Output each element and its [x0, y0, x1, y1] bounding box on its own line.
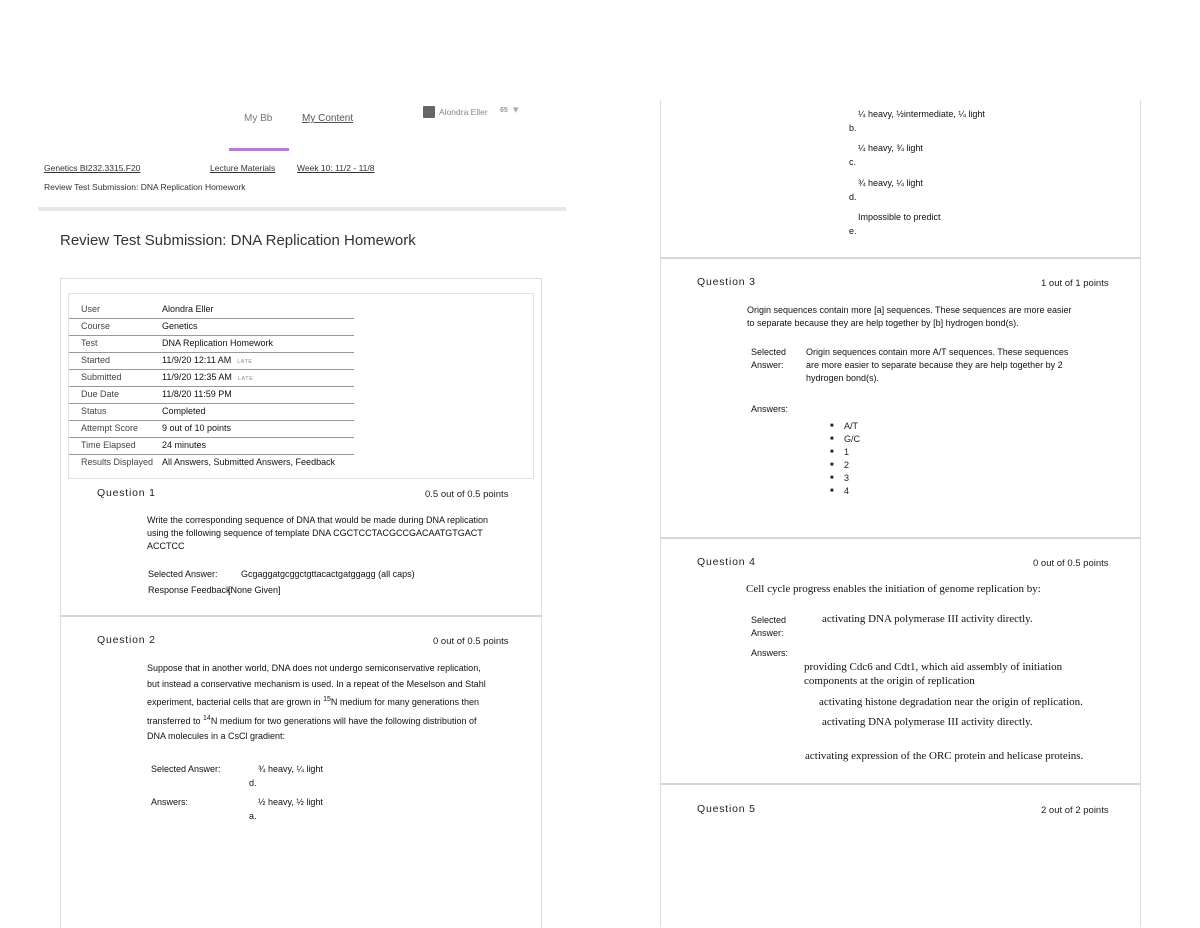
right-page: [600, 0, 1200, 927]
question-text-line: but instead a conservative mechanism is used. In a repeat of the Meselson and Stahl: [147, 678, 486, 689]
info-value: DNA Replication Homework: [162, 338, 274, 348]
question-5-title: Question 5: [697, 803, 756, 815]
info-label: User: [81, 304, 101, 314]
page-right-border: [1140, 100, 1141, 927]
answer-option: ¾ heavy, ¼ light: [858, 178, 923, 188]
list-item: ■ 4: [830, 485, 860, 498]
question-text-line: Origin sequences contain more [a] sequences. These sequences are more easier: [747, 305, 1072, 315]
answer-letter: d.: [849, 192, 857, 202]
question-text-line: ACCTCC: [147, 541, 185, 551]
info-label: Time Elapsed: [81, 440, 136, 450]
question-1-text: [147, 514, 527, 553]
info-value: All Answers, Submitted Answers, Feedback: [162, 457, 336, 467]
answer-option: ½ heavy, ½ light: [258, 797, 323, 807]
list-item: ■ 2: [830, 459, 860, 472]
question-text-line: to separate because they are help together by [b] hydrogen bond(s).: [747, 318, 1019, 328]
tab-my-content[interactable]: My Content: [302, 113, 354, 124]
info-label: Course: [81, 321, 111, 331]
info-row-results-displayed: [69, 454, 369, 471]
answer-option: activating histone degradation near the origin of replication.: [819, 696, 1083, 708]
selected-answer-value: Gcgaggatgcggctgttacactgatggagg (all caps): [241, 569, 415, 579]
info-label: Started: [81, 355, 111, 365]
header-divider: [38, 207, 566, 211]
answers-list: [830, 420, 860, 498]
info-value: 11/8/20 11:59 PM: [162, 389, 232, 399]
list-item: ■ A/T: [830, 420, 860, 433]
info-row-started: [69, 352, 354, 370]
question-text-line: Suppose that in another world, DNA does not undergo semiconservative replication,: [147, 663, 481, 673]
info-label: Status: [81, 406, 107, 416]
breadcrumb-current: Review Test Submission: DNA Replication Homework: [44, 182, 246, 192]
question-text-line: DNA molecules in a CsCl gradient:: [147, 731, 286, 741]
question-3-text: [747, 304, 1132, 330]
info-row-due-date: [69, 386, 354, 404]
selected-answer-value: Origin sequences contain more A/T sequences. These sequences are more easier to separate because they are help together by 2 hydrogen bond(s).: [806, 347, 1069, 383]
answer-option: activating DNA polymerase III activity directly.: [822, 716, 1033, 728]
selected-answer-label: Selected Answer:: [751, 615, 787, 638]
list-item: ■ 1: [830, 446, 860, 459]
selected-answer-value: ¾ heavy, ¼ light: [258, 764, 323, 774]
answer-option: Impossible to predict: [858, 212, 941, 222]
chevron-down-icon[interactable]: ▾: [513, 104, 519, 116]
answer-letter: a.: [249, 811, 257, 821]
info-row-time-elapsed: [69, 437, 354, 455]
active-tab-indicator: [229, 148, 289, 151]
info-row-attempt-score: [69, 420, 354, 438]
selected-answer-letter: d.: [249, 778, 257, 788]
question-4-title: Question 4: [697, 556, 756, 568]
question-4-points: 0 out of 0.5 points: [1033, 558, 1109, 569]
question-2-title: Question 2: [97, 634, 156, 646]
info-label: Submitted: [81, 372, 122, 382]
question-1-title: Question 1: [97, 487, 156, 499]
breadcrumb-lecture-materials[interactable]: Lecture Materials: [210, 163, 276, 173]
tab-my-bb[interactable]: My Bb: [244, 113, 273, 124]
selected-answer-label: Selected Answer:: [151, 764, 221, 774]
list-item: ■ 3: [830, 472, 860, 485]
info-row-submitted: [69, 369, 354, 387]
info-value: 24 minutes: [162, 440, 207, 450]
selected-answer-value: activating DNA polymerase III activity directly.: [822, 613, 1033, 625]
submission-info: [68, 293, 534, 479]
question-text-line: experiment, bacterial cells that are grown in $^{15}$N medium for many generations then: [147, 696, 479, 707]
answer-option: ¼ heavy, ½intermediate, ¼ light: [858, 109, 985, 119]
notification-count[interactable]: 65: [500, 107, 508, 114]
question-text-line: transferred to $^{14}$N medium for two generations will have the following distribution of: [147, 714, 477, 726]
selected-answer-label: Selected Answer:: [751, 347, 787, 370]
answer-option: ¼ heavy, ¾ light: [858, 143, 923, 153]
question-1-points: 0.5 out of 0.5 points: [425, 489, 509, 500]
selected-answer-label: Selected Answer:: [148, 569, 218, 579]
answer-option: providing Cdc6 and Cdt1, which aid assembly of initiation components at the origin of replication: [804, 661, 1063, 687]
question-divider: [660, 783, 1141, 785]
question-text-line: using the following sequence of template DNA CGCTCCTACGCCGACAATGTGACT: [147, 528, 483, 538]
info-value: Genetics: [162, 321, 198, 331]
info-label: Test: [81, 338, 98, 348]
info-value: 11/9/20 12:11 AM LATE: [162, 355, 253, 365]
answers-label: Answers:: [151, 797, 189, 807]
question-3-points: 1 out of 1 points: [1041, 278, 1109, 289]
question-text-line: Write the corresponding sequence of DNA that would be made during DNA replication: [147, 515, 489, 525]
answer-letter: e.: [849, 226, 857, 236]
info-row-course: [69, 318, 354, 336]
answer-letter: c.: [849, 157, 857, 167]
response-feedback-value: [None Given]: [228, 585, 281, 595]
info-row-user: [69, 301, 354, 319]
response-feedback-label: Response Feedback:: [148, 585, 234, 595]
left-page: [0, 0, 590, 927]
list-item: ■ G/C: [830, 433, 860, 446]
question-3-title: Question 3: [697, 276, 756, 288]
info-label: Attempt Score: [81, 423, 139, 433]
info-value: Alondra Eller: [162, 304, 214, 314]
question-2-text: [147, 661, 532, 745]
user-name[interactable]: Alondra Eller: [439, 107, 488, 117]
question-divider: [660, 257, 1141, 259]
info-value: 11/9/20 12:35 AM LATE: [162, 372, 254, 382]
info-row-test: [69, 335, 354, 353]
info-label: Results Displayed: [81, 457, 154, 467]
question-5-points: 2 out of 2 points: [1041, 805, 1109, 816]
page-left-border: [660, 100, 661, 927]
question-2-points: 0 out of 0.5 points: [433, 636, 509, 647]
info-row-status: [69, 403, 354, 421]
page-title: Review Test Submission: DNA Replication Homework: [60, 232, 416, 249]
info-value: Completed: [162, 406, 206, 416]
info-label: Due Date: [81, 389, 120, 399]
breadcrumb-week[interactable]: Week 10: 11/2 - 11/8: [297, 163, 375, 173]
avatar[interactable]: [423, 106, 435, 118]
question-divider: [60, 615, 541, 617]
info-value: 9 out of 10 points: [162, 423, 232, 433]
answer-letter: b.: [849, 123, 857, 133]
late-badge: LATE: [237, 359, 253, 365]
answers-label: Answers:: [751, 648, 789, 658]
question-divider: [660, 537, 1141, 539]
question-4-text: Cell cycle progress enables the initiation of genome replication by:: [746, 583, 1041, 595]
breadcrumb-course[interactable]: Genetics BI232.3315.F20: [44, 163, 141, 173]
answer-option: activating expression of the ORC protein and helicase proteins.: [805, 750, 1084, 762]
answers-label: Answers:: [751, 404, 789, 414]
late-badge: LATE: [237, 376, 254, 382]
